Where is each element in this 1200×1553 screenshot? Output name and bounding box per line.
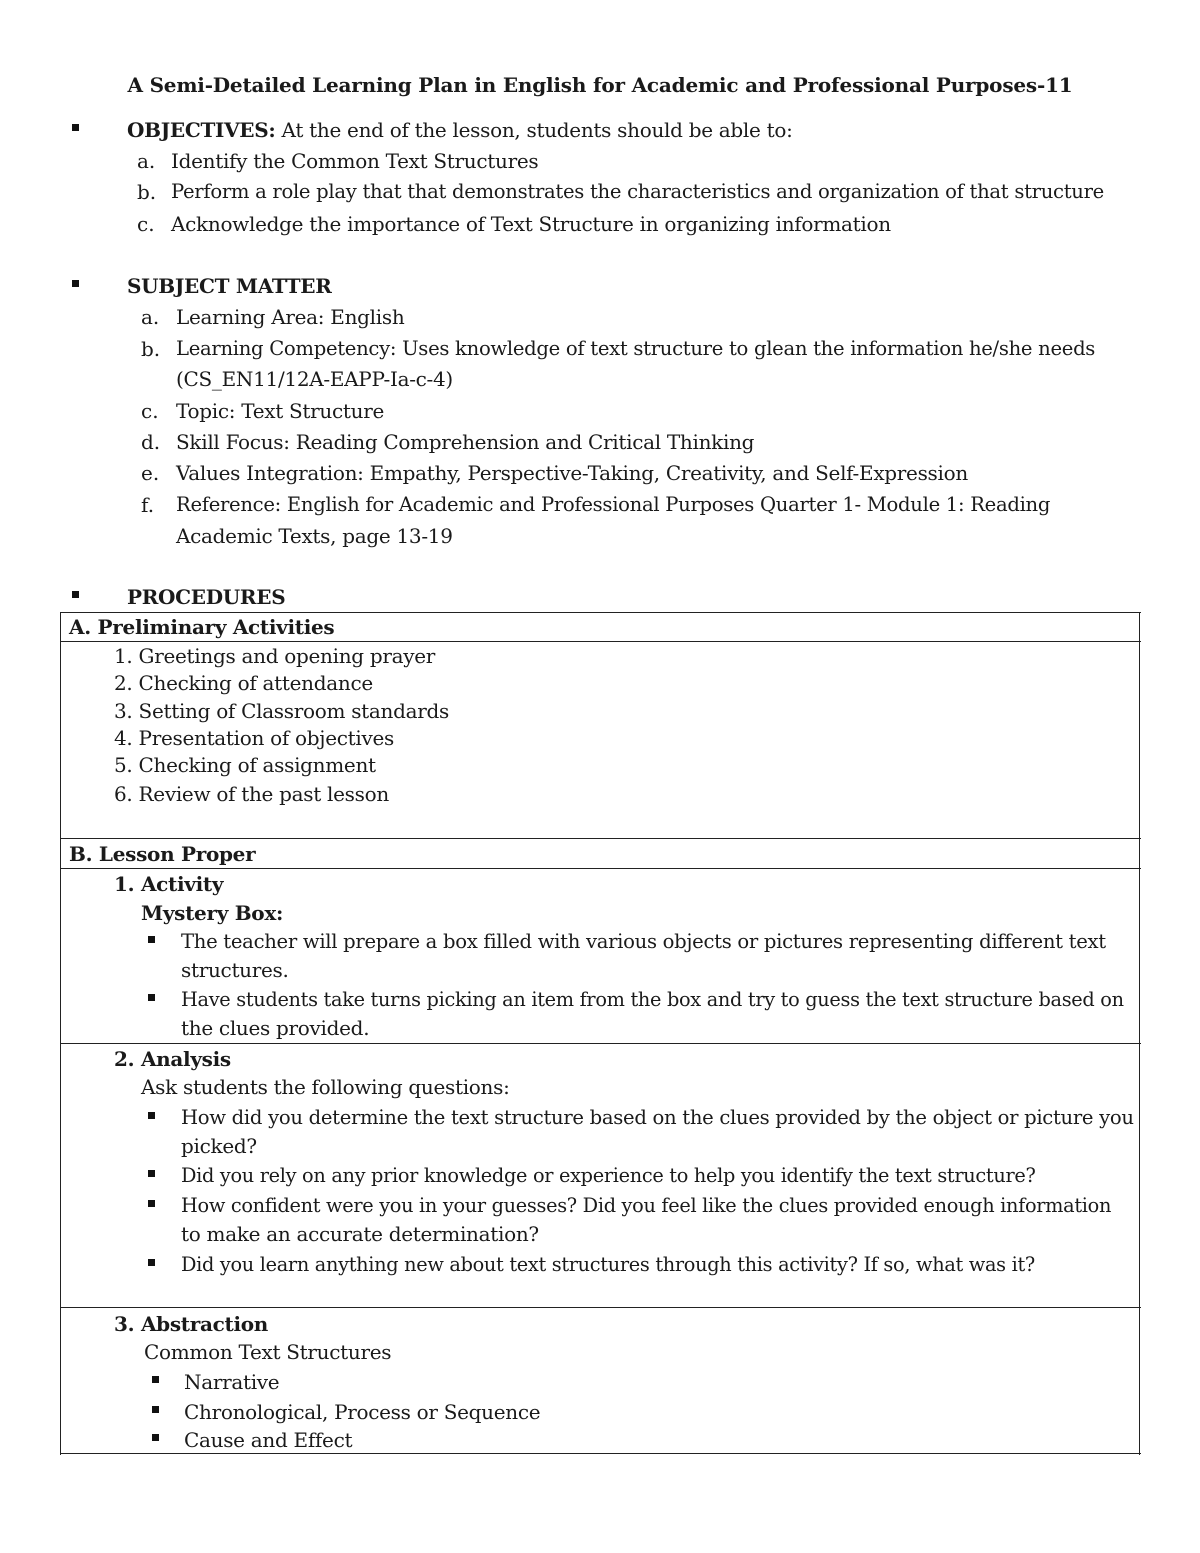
subject-item-continued: Academic Texts, page 13-19 xyxy=(176,524,453,548)
subject-letter: f. xyxy=(141,493,155,517)
preliminary-item: 5. Checking of assignment xyxy=(114,753,376,777)
subject-item: Skill Focus: Reading Comprehension and Critical Thinking xyxy=(176,430,755,454)
subject-item: Topic: Text Structure xyxy=(176,399,385,423)
activity-bullet: The teacher will prepare a box filled with various objects or pictures representing different text xyxy=(181,930,1106,953)
preliminary-item: 2. Checking of attendance xyxy=(114,671,373,695)
objective-letter: b. xyxy=(137,180,157,204)
subject-letter: d. xyxy=(141,430,161,454)
analysis-bullet: How confident were you in your guesses? Did you feel like the clues provided enough information xyxy=(181,1194,1112,1217)
table-border xyxy=(60,641,1141,642)
objective-letter: c. xyxy=(137,212,155,236)
subject-item: Reference: English for Academic and Professional Purposes Quarter 1- Module 1: Reading xyxy=(176,493,1051,516)
mystery-box-heading: Mystery Box: xyxy=(141,901,284,925)
subject-item: Learning Area: English xyxy=(176,305,405,329)
objective-letter: a. xyxy=(137,149,156,173)
preliminary-item: 3. Setting of Classroom standards xyxy=(114,699,449,723)
analysis-bullet: Did you rely on any prior knowledge or experience to help you identify the text structure? xyxy=(181,1164,1036,1187)
subject-item-continued: (CS_EN11/12A-EAPP-Ia-c-4) xyxy=(176,367,453,391)
square-bullet-icon xyxy=(148,936,155,943)
preliminary-item: 6. Review of the past lesson xyxy=(114,782,389,806)
subject-letter: a. xyxy=(141,305,160,329)
document-title: A Semi-Detailed Learning Plan in English for Academic and Professional Purposes-11 xyxy=(127,73,1073,97)
subject-letter: c. xyxy=(141,399,159,423)
objective-item: Acknowledge the importance of Text Structure in organizing information xyxy=(171,212,891,236)
square-bullet-icon xyxy=(72,591,79,598)
table-border xyxy=(60,838,1141,839)
table-border xyxy=(60,868,1141,869)
table-border xyxy=(60,1453,1141,1454)
square-bullet-icon xyxy=(148,1200,155,1207)
abstraction-bullet: Chronological, Process or Sequence xyxy=(184,1400,541,1424)
procedures-heading: PROCEDURES xyxy=(127,585,286,609)
subject-matter-heading: SUBJECT MATTER xyxy=(127,274,332,298)
abstraction-bullet: Cause and Effect xyxy=(184,1428,353,1452)
abstraction-heading: 3. Abstraction xyxy=(114,1312,269,1336)
table-border xyxy=(1139,612,1140,1455)
square-bullet-icon xyxy=(148,1112,155,1119)
preliminary-item: 4. Presentation of objectives xyxy=(114,726,394,750)
activity-heading: 1. Activity xyxy=(114,872,224,896)
activity-bullet-continued: structures. xyxy=(181,958,289,982)
abstraction-bullet: Narrative xyxy=(184,1370,280,1394)
activity-bullet: Have students take turns picking an item from the box and try to guess the text structure based on xyxy=(181,988,1124,1011)
objective-item: Identify the Common Text Structures xyxy=(171,149,539,173)
objectives-heading: OBJECTIVES: xyxy=(127,118,276,142)
square-bullet-icon xyxy=(152,1406,159,1413)
square-bullet-icon xyxy=(152,1376,159,1383)
analysis-intro: Ask students the following questions: xyxy=(141,1075,510,1099)
table-border xyxy=(60,612,1141,613)
analysis-bullet-continued: to make an accurate determination? xyxy=(181,1222,539,1246)
analysis-bullet-continued: picked? xyxy=(181,1134,257,1158)
objectives-line xyxy=(127,118,793,142)
subject-letter: b. xyxy=(141,337,161,361)
square-bullet-icon xyxy=(72,124,79,131)
preliminary-heading: A. Preliminary Activities xyxy=(69,615,335,639)
square-bullet-icon xyxy=(148,1259,155,1266)
analysis-heading: 2. Analysis xyxy=(114,1047,231,1071)
subject-letter: e. xyxy=(141,461,160,485)
subject-item: Learning Competency: Uses knowledge of text structure to glean the information he/she needs xyxy=(176,337,1096,360)
objective-item: Perform a role play that that demonstrates the characteristics and organization of that structure xyxy=(171,180,1104,203)
table-border xyxy=(60,1043,1141,1044)
table-border xyxy=(60,612,61,1455)
subject-item: Values Integration: Empathy, Perspective-Taking, Creativity, and Self-Expression xyxy=(176,461,968,485)
square-bullet-icon xyxy=(152,1434,159,1441)
analysis-bullet: Did you learn anything new about text structures through this activity? If so, what was it? xyxy=(181,1253,1035,1276)
square-bullet-icon xyxy=(72,280,79,287)
activity-bullet-continued: the clues provided. xyxy=(181,1016,370,1040)
square-bullet-icon xyxy=(148,1170,155,1177)
square-bullet-icon xyxy=(148,994,155,1001)
abstraction-intro: Common Text Structures xyxy=(144,1340,392,1364)
analysis-bullet: How did you determine the text structure based on the clues provided by the object or picture you xyxy=(181,1106,1134,1129)
table-border xyxy=(60,1307,1141,1308)
lesson-proper-heading: B. Lesson Proper xyxy=(69,842,256,866)
preliminary-item: 1. Greetings and opening prayer xyxy=(114,644,436,668)
objectives-intro: At the end of the lesson, students should be able to: xyxy=(275,118,793,142)
